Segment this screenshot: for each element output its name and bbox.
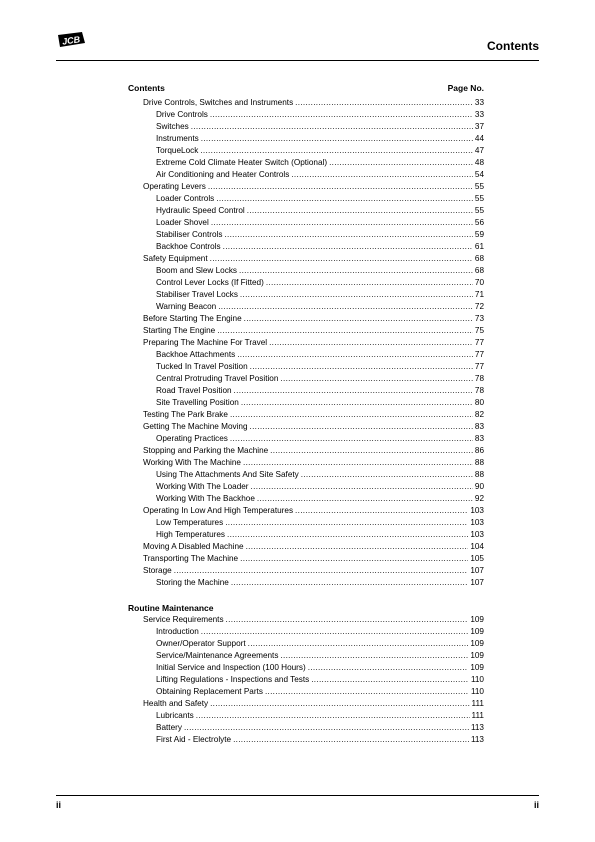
toc-entry-page: 37 bbox=[474, 122, 484, 131]
toc-entry-title: Starting The Engine bbox=[143, 326, 216, 335]
toc-leader-dots bbox=[280, 650, 468, 662]
toc-entry-title: Battery bbox=[156, 723, 182, 732]
toc-leader-dots bbox=[200, 145, 473, 157]
toc-leader-dots bbox=[218, 301, 473, 313]
toc-entry-title: Loader Controls bbox=[156, 194, 215, 203]
toc-heading-row bbox=[128, 83, 484, 94]
toc-entry-page: 109 bbox=[470, 627, 484, 636]
toc-leader-dots bbox=[239, 265, 473, 277]
toc-leader-dots bbox=[250, 421, 473, 433]
toc-entry[interactable] bbox=[128, 698, 484, 710]
footer-page-number-right: ii bbox=[533, 800, 539, 810]
toc-entry-title: Lifting Regulations - Inspections and Tests bbox=[156, 675, 310, 684]
toc-entry-page: 92 bbox=[474, 494, 484, 503]
toc-entry-title: Control Lever Locks (If Fitted) bbox=[156, 278, 264, 287]
toc-entry-page: 77 bbox=[474, 350, 484, 359]
toc-entry[interactable] bbox=[128, 445, 484, 457]
toc-entry-page: 109 bbox=[470, 663, 484, 672]
toc-entry-page: 77 bbox=[474, 362, 484, 371]
toc-leader-dots bbox=[223, 241, 473, 253]
toc-entry-title: Working With The Machine bbox=[143, 458, 241, 467]
toc-entry-title: Obtaining Replacement Parts bbox=[156, 687, 263, 696]
toc-entry[interactable] bbox=[128, 229, 484, 241]
toc-entry-title: Drive Controls bbox=[156, 110, 208, 119]
toc-entry-title: Getting The Machine Moving bbox=[143, 422, 248, 431]
toc-entry-title: Boom and Slew Locks bbox=[156, 266, 238, 275]
toc-entry[interactable] bbox=[128, 157, 484, 169]
toc-entry-page: 83 bbox=[474, 434, 484, 443]
routine-maintenance-list bbox=[128, 614, 484, 746]
footer-page-number-left: ii bbox=[56, 800, 62, 810]
toc-entry-title: Road Travel Position bbox=[156, 386, 232, 395]
toc-entry-title: Storing the Machine bbox=[156, 578, 229, 587]
toc-entry[interactable] bbox=[128, 217, 484, 229]
toc-entry[interactable] bbox=[128, 505, 484, 517]
toc-entry[interactable] bbox=[128, 241, 484, 253]
toc-entry-page: 104 bbox=[470, 542, 484, 551]
toc-entry-title: Operating In Low And High Temperatures bbox=[143, 506, 294, 515]
toc-entry[interactable] bbox=[128, 686, 484, 698]
toc-entry[interactable] bbox=[128, 457, 484, 469]
toc-entry[interactable] bbox=[128, 397, 484, 409]
toc-entry-title: Low Temperatures bbox=[156, 518, 224, 527]
toc-leader-dots bbox=[210, 698, 469, 710]
toc-entry[interactable] bbox=[128, 253, 484, 265]
toc-entry[interactable] bbox=[128, 121, 484, 133]
toc-leader-dots bbox=[270, 445, 473, 457]
toc-leader-dots bbox=[243, 457, 473, 469]
toc-entry-page: 110 bbox=[470, 687, 484, 696]
toc-entry-title: Central Protruding Travel Position bbox=[156, 374, 279, 383]
toc-entry[interactable] bbox=[128, 577, 484, 589]
toc-entry-title: First Aid - Electrolyte bbox=[156, 735, 232, 744]
toc-entry-page: 111 bbox=[471, 699, 484, 708]
toc-entry-title: Backhoe Controls bbox=[156, 242, 221, 251]
toc-entry[interactable] bbox=[128, 553, 484, 565]
toc-leader-dots bbox=[191, 121, 473, 133]
toc-entry[interactable] bbox=[128, 97, 484, 109]
toc-entry[interactable] bbox=[128, 193, 484, 205]
toc-entry-page: 107 bbox=[470, 566, 484, 575]
toc-entry-page: 75 bbox=[474, 326, 484, 335]
toc-leader-dots bbox=[201, 626, 469, 638]
toc-entry-title: Health and Safety bbox=[143, 699, 209, 708]
toc-entry[interactable] bbox=[128, 421, 484, 433]
toc-entry-page: 86 bbox=[474, 446, 484, 455]
toc-entry-page: 83 bbox=[474, 422, 484, 431]
toc-entry-title: Initial Service and Inspection (100 Hours) bbox=[156, 663, 306, 672]
toc-entry-title: Before Starting The Engine bbox=[143, 314, 242, 323]
toc-entry-title: Testing The Park Brake bbox=[143, 410, 228, 419]
header-divider bbox=[56, 60, 539, 61]
toc-entry-title: Working With The Backhoe bbox=[156, 494, 255, 503]
toc-entry-page: 88 bbox=[474, 470, 484, 479]
toc-entry[interactable] bbox=[128, 674, 484, 686]
toc-entry-page: 71 bbox=[474, 290, 484, 299]
toc-entry-page: 55 bbox=[474, 206, 484, 215]
toc-entry-title: Storage bbox=[143, 566, 172, 575]
toc-leader-dots bbox=[250, 361, 473, 373]
toc-entry-title: Using The Attachments And Site Safety bbox=[156, 470, 299, 479]
toc-entry[interactable] bbox=[128, 565, 484, 577]
toc-leader-dots bbox=[201, 133, 473, 145]
toc-entry-page: 61 bbox=[474, 242, 484, 251]
toc-leader-dots bbox=[237, 349, 473, 361]
toc-entry-title: Switches bbox=[156, 122, 189, 131]
toc-entry-page: 68 bbox=[474, 266, 484, 275]
toc-leader-dots bbox=[230, 409, 473, 421]
toc-entry[interactable] bbox=[128, 373, 484, 385]
toc-entry-title: Backhoe Attachments bbox=[156, 350, 236, 359]
toc-leader-dots bbox=[301, 469, 473, 481]
toc-entry-page: 73 bbox=[474, 314, 484, 323]
toc-entry[interactable] bbox=[128, 638, 484, 650]
toc-entry[interactable] bbox=[128, 614, 484, 626]
toc-entry-page: 54 bbox=[474, 170, 484, 179]
toc-entry-page: 111 bbox=[471, 711, 484, 720]
toc-entry-title: Loader Shovel bbox=[156, 218, 209, 227]
toc-entry-page: 113 bbox=[470, 735, 484, 744]
toc-entry-page: 33 bbox=[474, 98, 484, 107]
toc-entry-page: 105 bbox=[470, 554, 484, 563]
footer-divider bbox=[56, 795, 539, 796]
toc-entry[interactable] bbox=[128, 109, 484, 121]
toc-entry-page: 103 bbox=[470, 518, 484, 527]
toc-leader-dots bbox=[227, 529, 468, 541]
toc-entry[interactable] bbox=[128, 337, 484, 349]
toc-leader-dots bbox=[266, 277, 473, 289]
toc-entry[interactable] bbox=[128, 301, 484, 313]
toc-entry-title: Operating Practices bbox=[156, 434, 228, 443]
toc-entry[interactable] bbox=[128, 517, 484, 529]
toc-list bbox=[128, 97, 484, 589]
toc-entry-title: Air Conditioning and Heater Controls bbox=[156, 170, 290, 179]
toc-leader-dots bbox=[230, 433, 473, 445]
toc-entry-title: Stabiliser Travel Locks bbox=[156, 290, 238, 299]
toc-leader-dots bbox=[311, 674, 469, 686]
toc-leader-dots bbox=[241, 397, 473, 409]
toc-entry-page: 90 bbox=[474, 482, 484, 491]
toc-entry-page: 80 bbox=[474, 398, 484, 407]
toc-leader-dots bbox=[251, 481, 473, 493]
toc-entry-page: 103 bbox=[470, 506, 484, 515]
toc-entry[interactable] bbox=[128, 734, 484, 746]
jcb-logo-text: JCB bbox=[61, 34, 81, 47]
toc-entry[interactable] bbox=[128, 481, 484, 493]
toc-entry[interactable] bbox=[128, 433, 484, 445]
toc-entry[interactable] bbox=[128, 181, 484, 193]
toc-entry-page: 103 bbox=[470, 530, 484, 539]
toc-entry-page: 48 bbox=[474, 158, 484, 167]
toc-leader-dots bbox=[280, 373, 472, 385]
toc-entry-page: 109 bbox=[470, 615, 484, 624]
toc-leader-dots bbox=[257, 493, 473, 505]
toc-entry-page: 107 bbox=[470, 578, 484, 587]
toc-leader-dots bbox=[210, 109, 473, 121]
toc-page-heading: Page No. bbox=[447, 83, 484, 93]
jcb-logo bbox=[56, 31, 86, 48]
toc-entry[interactable] bbox=[128, 469, 484, 481]
toc-entry[interactable] bbox=[128, 722, 484, 734]
toc-leader-dots bbox=[231, 577, 469, 589]
toc-heading: Contents bbox=[128, 83, 165, 93]
toc-entry[interactable] bbox=[128, 325, 484, 337]
toc-entry-title: Working With The Loader bbox=[156, 482, 249, 491]
toc-entry-title: Warning Beacon bbox=[156, 302, 217, 311]
toc-leader-dots bbox=[244, 313, 473, 325]
toc-entry[interactable] bbox=[128, 145, 484, 157]
toc-entry[interactable] bbox=[128, 361, 484, 373]
toc-entry-page: 78 bbox=[474, 386, 484, 395]
toc-leader-dots bbox=[226, 614, 469, 626]
toc-entry-page: 82 bbox=[474, 410, 484, 419]
toc-entry-page: 55 bbox=[474, 194, 484, 203]
toc-entry-page: 88 bbox=[474, 458, 484, 467]
toc-leader-dots bbox=[291, 169, 473, 181]
toc-leader-dots bbox=[234, 385, 473, 397]
toc-entry-title: Extreme Cold Climate Heater Switch (Optional) bbox=[156, 158, 328, 167]
toc-entry-page: 56 bbox=[474, 218, 484, 227]
toc-leader-dots bbox=[329, 157, 473, 169]
toc-entry-title: Moving A Disabled Machine bbox=[143, 542, 244, 551]
toc-leader-dots bbox=[240, 289, 473, 301]
toc-entry[interactable] bbox=[128, 205, 484, 217]
toc-entry-title: Lubricants bbox=[156, 711, 194, 720]
toc-entry-title: Hydraulic Speed Control bbox=[156, 206, 245, 215]
toc-entry-title: Service Requirements bbox=[143, 615, 224, 624]
toc-entry-page: 72 bbox=[474, 302, 484, 311]
toc-entry-page: 44 bbox=[474, 134, 484, 143]
toc-entry[interactable] bbox=[128, 409, 484, 421]
toc-entry-title: Instruments bbox=[156, 134, 199, 143]
table-of-contents bbox=[128, 83, 484, 746]
toc-entry-title: Owner/Operator Support bbox=[156, 639, 246, 648]
toc-entry-title: Transporting The Machine bbox=[143, 554, 239, 563]
toc-leader-dots bbox=[208, 181, 473, 193]
toc-entry-page: 78 bbox=[474, 374, 484, 383]
toc-entry[interactable] bbox=[128, 265, 484, 277]
toc-entry[interactable] bbox=[128, 277, 484, 289]
toc-entry[interactable] bbox=[128, 662, 484, 674]
toc-leader-dots bbox=[211, 217, 473, 229]
toc-leader-dots bbox=[265, 686, 469, 698]
toc-leader-dots bbox=[216, 193, 473, 205]
toc-entry[interactable] bbox=[128, 529, 484, 541]
toc-entry-page: 77 bbox=[474, 338, 484, 347]
toc-entry-page: 113 bbox=[470, 723, 484, 732]
toc-leader-dots bbox=[269, 337, 473, 349]
toc-entry-page: 109 bbox=[470, 651, 484, 660]
toc-entry-title: Stabiliser Controls bbox=[156, 230, 223, 239]
toc-entry[interactable] bbox=[128, 541, 484, 553]
toc-entry-title: TorqueLock bbox=[156, 146, 199, 155]
toc-entry-title: Tucked In Travel Position bbox=[156, 362, 248, 371]
toc-leader-dots bbox=[308, 662, 469, 674]
toc-entry[interactable] bbox=[128, 493, 484, 505]
toc-leader-dots bbox=[246, 541, 469, 553]
toc-entry-page: 33 bbox=[474, 110, 484, 119]
toc-leader-dots bbox=[174, 565, 469, 577]
toc-entry-title: Drive Controls, Switches and Instruments bbox=[143, 98, 294, 107]
toc-entry-title: Stopping and Parking the Machine bbox=[143, 446, 269, 455]
toc-leader-dots bbox=[217, 325, 473, 337]
toc-entry[interactable] bbox=[128, 169, 484, 181]
toc-entry-page: 68 bbox=[474, 254, 484, 263]
toc-leader-dots bbox=[225, 517, 468, 529]
toc-leader-dots bbox=[295, 97, 473, 109]
toc-entry[interactable] bbox=[128, 289, 484, 301]
toc-leader-dots bbox=[248, 638, 469, 650]
toc-leader-dots bbox=[184, 722, 469, 734]
toc-entry-title: High Temperatures bbox=[156, 530, 226, 539]
toc-entry[interactable] bbox=[128, 626, 484, 638]
toc-entry-page: 70 bbox=[474, 278, 484, 287]
toc-leader-dots bbox=[224, 229, 472, 241]
toc-entry-page: 110 bbox=[470, 675, 484, 684]
toc-entry-title: Site Travelling Position bbox=[156, 398, 239, 407]
toc-entry[interactable] bbox=[128, 349, 484, 361]
toc-leader-dots bbox=[210, 253, 473, 265]
toc-entry[interactable] bbox=[128, 133, 484, 145]
toc-leader-dots bbox=[247, 205, 473, 217]
toc-entry-page: 55 bbox=[474, 182, 484, 191]
routine-maintenance-heading: Routine Maintenance bbox=[128, 603, 214, 613]
toc-entry-page: 59 bbox=[474, 230, 484, 239]
toc-entry-page: 47 bbox=[474, 146, 484, 155]
toc-leader-dots bbox=[196, 710, 470, 722]
toc-entry[interactable] bbox=[128, 710, 484, 722]
toc-entry-title: Preparing The Machine For Travel bbox=[143, 338, 268, 347]
toc-entry[interactable] bbox=[128, 313, 484, 325]
toc-leader-dots bbox=[295, 505, 468, 517]
toc-entry-title: Introduction bbox=[156, 627, 199, 636]
toc-entry[interactable] bbox=[128, 650, 484, 662]
toc-entry[interactable] bbox=[128, 385, 484, 397]
toc-entry-title: Service/Maintenance Agreements bbox=[156, 651, 279, 660]
toc-leader-dots bbox=[240, 553, 468, 565]
toc-leader-dots bbox=[233, 734, 469, 746]
toc-entry-title: Operating Levers bbox=[143, 182, 206, 191]
page-title: Contents bbox=[487, 39, 539, 53]
toc-entry-page: 109 bbox=[470, 639, 484, 648]
toc-entry-title: Safety Equipment bbox=[143, 254, 208, 263]
